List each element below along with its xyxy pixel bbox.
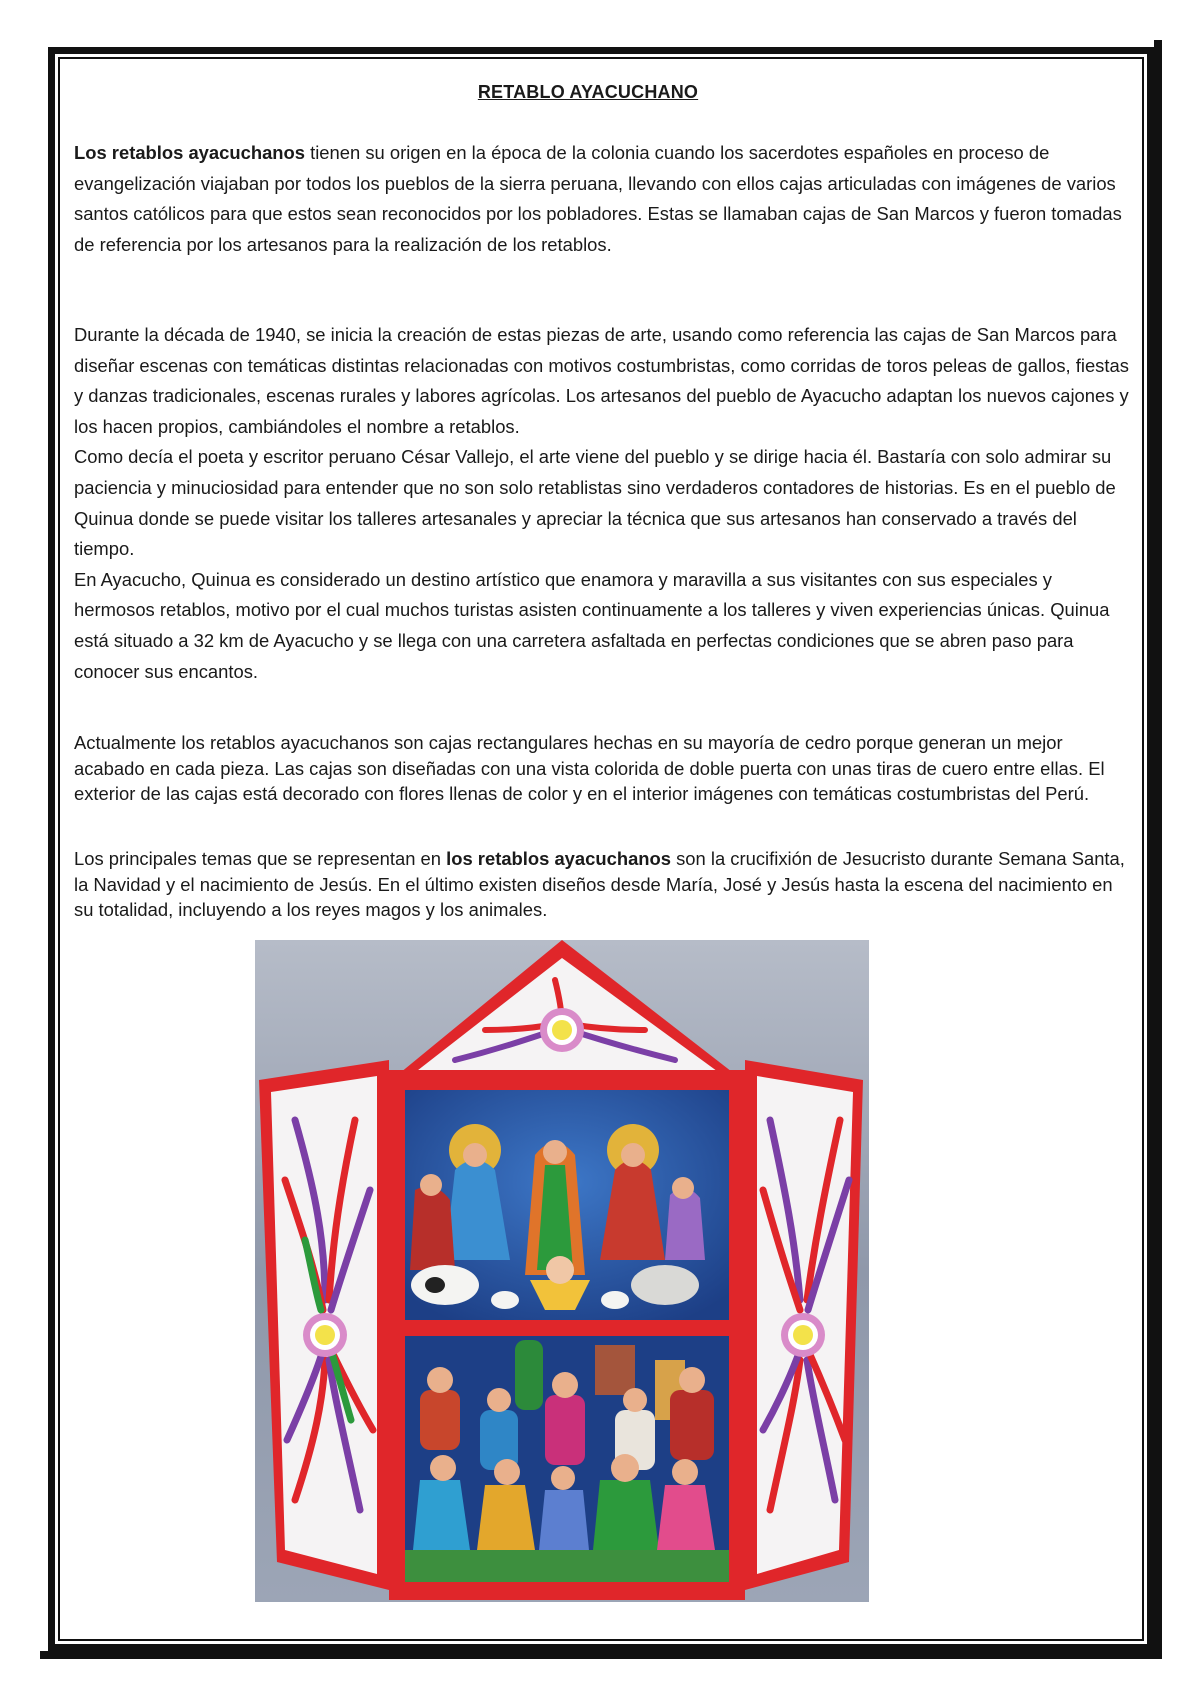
page-border-shadow-bottom <box>40 1651 1162 1659</box>
left-door <box>259 1060 389 1590</box>
paragraph-origin <box>74 138 1134 260</box>
paragraph-1940: Durante la década de 1940, se inicia la creación de estas piezas de arte, usando como referencia las cajas de San Marcos para diseñar escenas con temáticas distintas relacionadas con motivos costumbristas, como corridas de toros peleas de gallos, fiestas y danzas tradicionales, escenas rurales y labores agrícolas. Los artesanos del pueblo de Ayacucho adaptan los nuevos cajones y los hacen propios, cambiándoles el nombre a retablos. <box>74 324 1129 437</box>
bold-lead: Los retablos ayacuchanos <box>74 142 305 163</box>
retablo-photo <box>255 940 869 1602</box>
paragraph-current <box>74 730 1134 807</box>
paragraph-origin-text: tienen su origen en la época de la colonia cuando los sacerdotes españoles en proceso de evangelización viajaban por todos los pueblos de la sierra peruana, llevando con ellos cajas articuladas con imágenes de varios santos católicos para que estos sean reconocidos por los pobladores. Estas se llamaban cajas de San Marcos y fueron tomadas de referencia por los artesanos para la realización de los retablos. <box>74 142 1122 255</box>
paragraph-quinua: En Ayacucho, Quinua es considerado un destino artístico que enamora y maravilla a sus visitantes con sus especiales y hermosos retablos, motivo por el cual muchos turistas asisten continuamente a los talleres y viven experiencias únicas. Quinua está situado a 32 km de Ayacucho y se llega con una carretera asfaltada en perfectas condiciones que se abren paso para conocer sus encantos. <box>74 568 1110 682</box>
document-title: RETABLO AYACUCHANO <box>477 82 699 102</box>
paragraph-vallejo: Como decía el poeta y escritor peruano César Vallejo, el arte viene del pueblo y se dirige hacia él. Bastaría con solo admirar su paciencia y minuciosidad para entender que no son solo retablistas sino verdaderos contadores de historias. Es en el pueblo de Quinua donde se puede visitar los talleres artesanales y apreciar la técnica que sus artesanos han conservado a través del tiempo. <box>74 446 1116 560</box>
page-border-shadow-right <box>1154 40 1162 1658</box>
themes-bold: los retablos ayacuchanos <box>446 848 671 869</box>
paragraph-current-text: Actualmente los retablos ayacuchanos son cajas rectangulares hechas en su mayoría de cedro porque generan un mejor acabado en cada pieza. Las cajas son diseñadas con una vista colorida de doble puerta con unas tiras de cuero entre ellas. El exterior de las cajas está decorado con flores llenas de color y en el interior imágenes con temáticas costumbristas del Perú. <box>74 732 1105 804</box>
paragraph-themes <box>74 846 1134 923</box>
paragraph-history <box>74 320 1134 687</box>
themes-after: son la crucifixión de Jesucristo durante Semana Santa, la Navidad y el nacimiento de Jesús. En el último existen diseños desde María, José y Jesús hasta la escena del nacimiento en su totalidad, incluyendo a los reyes magos y los animales. <box>74 848 1125 920</box>
themes-before: Los principales temas que se representan en <box>74 848 447 869</box>
right-door <box>745 1060 863 1590</box>
